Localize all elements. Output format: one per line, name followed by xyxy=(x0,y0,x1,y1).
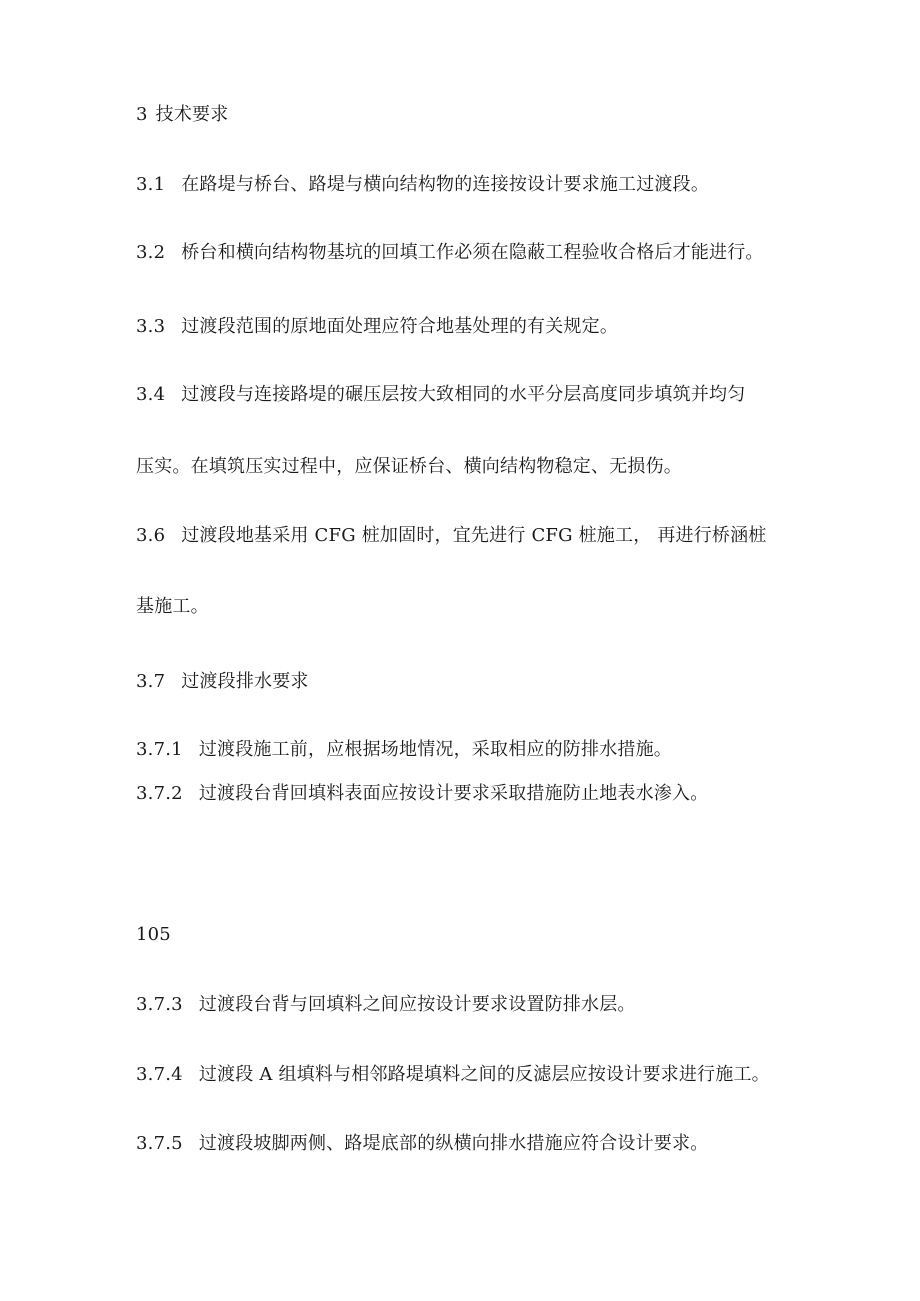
clause-number: 3.1 xyxy=(136,174,166,195)
clause-3-2 xyxy=(136,241,764,265)
section-title: 技术要求 xyxy=(155,104,229,125)
clause-text: 桥台和横向结构物基坑的回填工作必须在隐蔽工程验收合格后才能进行。 xyxy=(181,242,764,263)
clause-3-6-continued xyxy=(136,595,209,619)
clause-number: 3.3 xyxy=(136,316,166,337)
clause-3-1 xyxy=(136,173,709,197)
clause-3-4-continued xyxy=(136,455,682,479)
clause-number: 3.7.4 xyxy=(136,1064,183,1085)
clause-number: 3.7.1 xyxy=(136,739,183,760)
clause-number: 3.2 xyxy=(136,242,166,263)
clause-number: 3.7.3 xyxy=(136,994,183,1015)
clause-text: 基施工。 xyxy=(136,596,209,617)
clause-text: 在路堤与桥台、路堤与横向结构物的连接按设计要求施工过渡段。 xyxy=(181,174,710,195)
section-heading-3 xyxy=(136,103,228,127)
clause-text: 过渡段排水要求 xyxy=(181,671,309,692)
clause-3-7-4 xyxy=(136,1063,770,1087)
clause-text: 过渡段 A 组填料与相邻路堤填料之间的反滤层应按设计要求进行施工。 xyxy=(198,1064,770,1085)
page-number xyxy=(136,923,171,947)
clause-3-7-3 xyxy=(136,993,636,1017)
clause-text: 过渡段台背与回填料之间应按设计要求设置防排水层。 xyxy=(198,994,636,1015)
clause-number: 3.7.2 xyxy=(136,783,183,804)
clause-text: 过渡段施工前，应根据场地情况，采取相应的防排水措施。 xyxy=(198,739,673,760)
clause-number: 3.6 xyxy=(136,525,166,546)
clause-text: 过渡段与连接路堤的碾压层按大致相同的水平分层高度同步填筑并均匀 xyxy=(181,384,746,405)
clause-3-6 xyxy=(136,524,767,548)
clause-text: 过渡段台背回填料表面应按设计要求采取措施防止地表水渗入。 xyxy=(198,783,709,804)
section-number: 3 xyxy=(136,104,148,125)
clause-3-7-5 xyxy=(136,1132,708,1156)
clause-number: 3.7 xyxy=(136,671,166,692)
page-number-text: 105 xyxy=(136,924,171,945)
clause-text: 过渡段范围的原地面处理应符合地基处理的有关规定。 xyxy=(181,316,619,337)
clause-3-3 xyxy=(136,315,618,339)
clause-number: 3.4 xyxy=(136,384,166,405)
clause-3-4 xyxy=(136,383,745,407)
clause-3-7-1 xyxy=(136,738,672,762)
clause-text: 压实。在填筑压实过程中，应保证桥台、横向结构物稳定、无损伤。 xyxy=(136,456,682,477)
clause-3-7 xyxy=(136,670,309,694)
clause-text: 过渡段地基采用 CFG 桩加固时，宜先进行 CFG 桩施工， 再进行桥涵桩 xyxy=(181,525,767,546)
clause-number: 3.7.5 xyxy=(136,1133,183,1154)
clause-text: 过渡段坡脚两侧、路堤底部的纵横向排水措施应符合设计要求。 xyxy=(198,1133,709,1154)
clause-3-7-2 xyxy=(136,782,708,806)
